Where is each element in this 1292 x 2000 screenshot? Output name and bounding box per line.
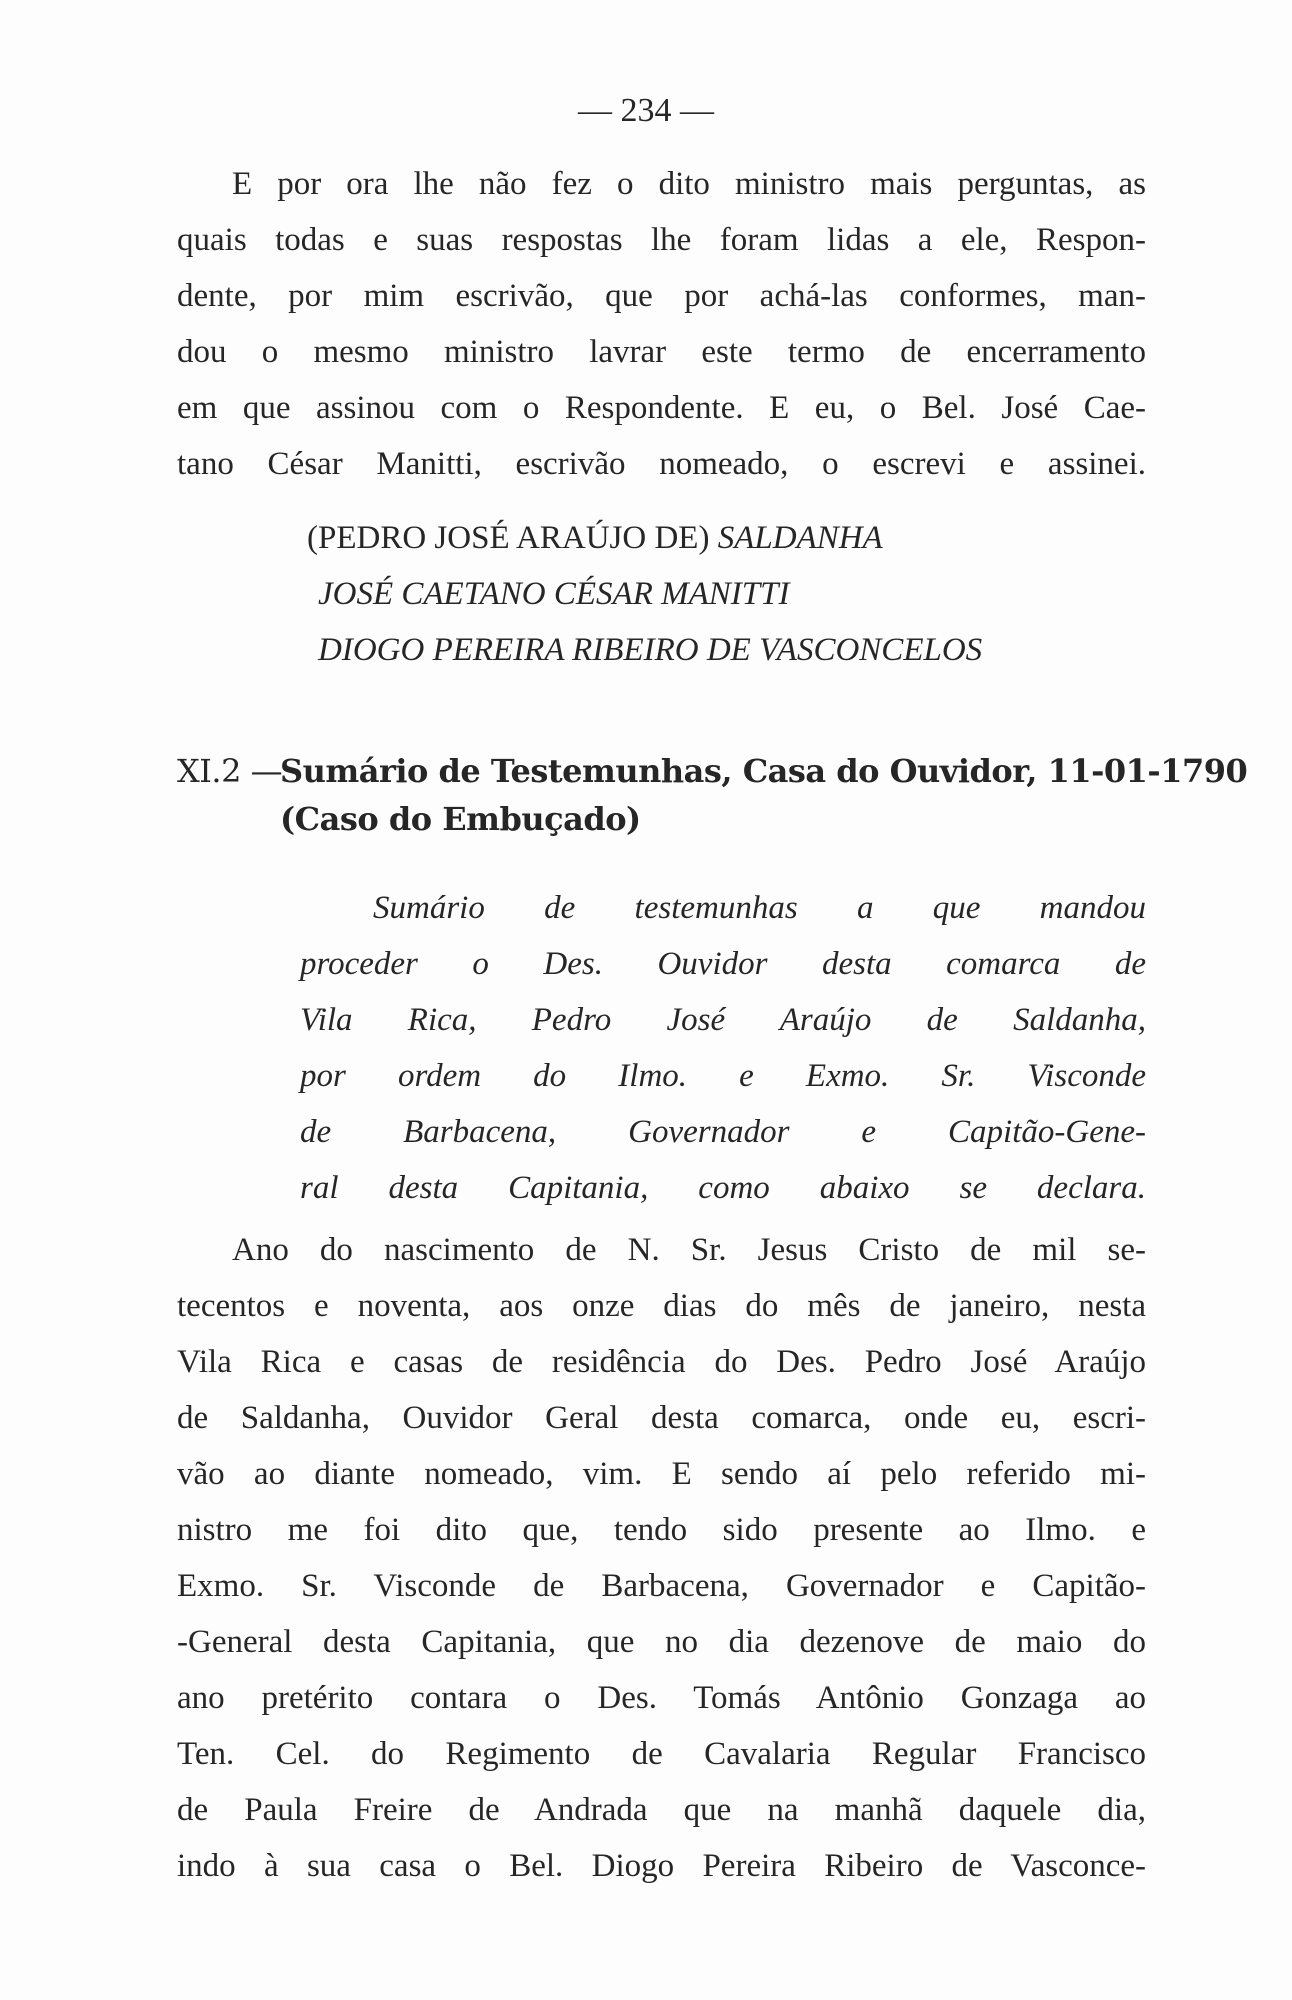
section-subtitle: (Caso do Embuçado) xyxy=(280,800,641,838)
text-line: nistro me foi dito que, tendo sido presente ao Ilmo. e xyxy=(177,1512,1146,1548)
text-line: Ten. Cel. do Regimento de Cavalaria Regular Francisco xyxy=(177,1736,1146,1772)
text-line: -General desta Capitania, que no dia dezenove de maio do xyxy=(177,1624,1146,1660)
text-line: de Saldanha, Ouvidor Geral desta comarca, onde eu, escri- xyxy=(177,1400,1146,1436)
text-line: Exmo. Sr. Visconde de Barbacena, Governador e Capitão- xyxy=(177,1568,1146,1604)
text-line: proceder o Des. Ouvidor desta comarca de xyxy=(300,946,1146,982)
text-line: dou o mesmo ministro lavrar este termo de encerramento xyxy=(177,334,1146,370)
text-line: de Barbacena, Governador e Capitão-Gene- xyxy=(300,1114,1146,1150)
text-line: Sumário de testemunhas a que mandou xyxy=(373,890,1146,926)
signature-saldanha xyxy=(307,518,883,558)
section-title: Sumário de Testemunhas, Casa do Ouvidor, 11-01-1790 xyxy=(280,752,1248,790)
signature-prefix: (PEDRO JOSÉ ARAÚJO DE) xyxy=(307,520,718,556)
text-line: de Paula Freire de Andrada que na manhã daquele dia, xyxy=(177,1792,1146,1828)
text-line: indo à sua casa o Bel. Diogo Pereira Ribeiro de Vasconce- xyxy=(177,1848,1146,1884)
signature-vasconcelos: DIOGO PEREIRA RIBEIRO DE VASCONCELOS xyxy=(318,632,983,668)
text-line: tano César Manitti, escrivão nomeado, o escrevi e assinei. xyxy=(177,446,1146,482)
text-line: dente, por mim escrivão, que por achá-las conformes, man- xyxy=(177,278,1146,314)
text-line: em que assinou com o Respondente. E eu, o Bel. José Cae- xyxy=(177,390,1146,426)
text-line: vão ao diante nomeado, vim. E sendo aí pelo referido mi- xyxy=(177,1456,1146,1492)
text-line: E por ora lhe não fez o dito ministro mais perguntas, as xyxy=(232,166,1146,202)
text-line: tecentos e noventa, aos onze dias do mês de janeiro, nesta xyxy=(177,1288,1146,1324)
text-line: por ordem do Ilmo. e Exmo. Sr. Visconde xyxy=(300,1058,1146,1094)
text-line: Vila Rica, Pedro José Araújo de Saldanha, xyxy=(300,1002,1146,1038)
page-number: — 234 — xyxy=(578,92,714,129)
text-line: quais todas e suas respostas lhe foram lidas a ele, Respon- xyxy=(177,222,1146,258)
text-line: ano pretérito contara o Des. Tomás Antônio Gonzaga ao xyxy=(177,1680,1146,1716)
signature-manitti: JOSÉ CAETANO CÉSAR MANITTI xyxy=(318,576,790,612)
text-line: ral desta Capitania, como abaixo se declara. xyxy=(300,1170,1146,1206)
text-line: Ano do nascimento de N. Sr. Jesus Cristo de mil se- xyxy=(232,1232,1146,1268)
signature-surname: SALDANHA xyxy=(717,520,883,556)
text-line: Vila Rica e casas de residência do Des. Pedro José Araújo xyxy=(177,1344,1146,1380)
section-number: XI.2 — xyxy=(177,752,283,790)
